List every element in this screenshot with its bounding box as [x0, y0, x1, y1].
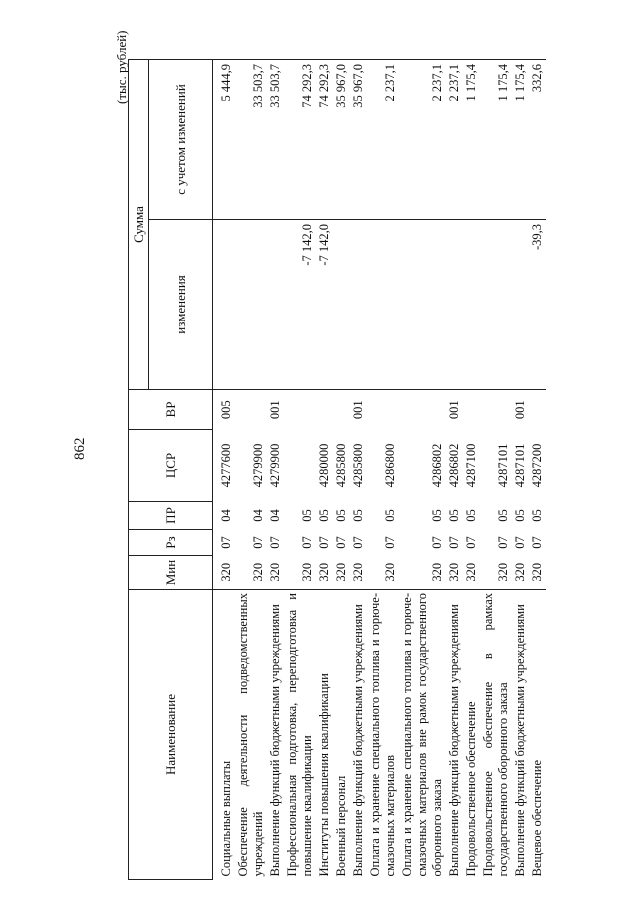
row-total: 35 967,0: [333, 60, 350, 220]
header-name: Наименование: [129, 590, 213, 880]
row-total: 74 292,3: [284, 60, 316, 220]
row-vr: [399, 390, 446, 430]
row-pr: 04: [251, 509, 265, 522]
row-csr: 4287200: [530, 443, 544, 488]
header-with-change: с учетом изменений: [149, 60, 213, 220]
row-total: 1 175,4: [463, 60, 480, 220]
row-min: 320: [219, 562, 233, 582]
row-rz: 07: [496, 536, 510, 549]
row-name: Вещевое обеспечение: [529, 590, 546, 880]
row-vr: 005: [213, 390, 236, 430]
row-min: 320: [317, 562, 331, 582]
row-vr: 001: [350, 390, 367, 430]
row-vr: 001: [512, 390, 529, 430]
row-min: 320: [383, 562, 397, 582]
row-change: [367, 220, 399, 390]
row-min: 320: [251, 562, 265, 582]
table-row: [512, 60, 529, 880]
row-name: Выполнение функций бюджетными учреждениями: [350, 590, 367, 880]
page-number: 862: [72, 437, 88, 460]
row-total: 5 444,9: [213, 60, 236, 220]
row-csr: 4277600: [219, 443, 233, 488]
row-change: [213, 220, 236, 390]
row-name: Оплата и хранение специального топлива и горюче-смазочных материалов: [367, 590, 399, 880]
row-pr: 05: [447, 509, 461, 522]
row-csr: 4286802: [430, 443, 444, 488]
header-rz: Рз: [129, 530, 213, 556]
row-csr: 4285800: [334, 443, 348, 488]
row-pr: 05: [496, 509, 510, 522]
row-total: 1 175,4: [512, 60, 529, 220]
table-row: [480, 60, 512, 880]
row-vr: [480, 390, 512, 430]
row-rz: 07: [351, 536, 365, 549]
row-change: [399, 220, 446, 390]
table-row: [333, 60, 350, 880]
row-pr: 05: [317, 509, 331, 522]
row-vr: [529, 390, 546, 430]
row-name: Выполнение функций бюджетными учреждениями: [446, 590, 463, 880]
row-rz: 07: [268, 536, 282, 549]
row-total: 33 503,7: [235, 60, 267, 220]
row-csr: [284, 430, 316, 502]
row-min: 320: [530, 562, 544, 582]
row-total: 332,6: [529, 60, 546, 220]
row-rz: 07: [334, 536, 348, 549]
header-vr: ВР: [129, 390, 213, 430]
row-rz: 07: [464, 536, 478, 549]
table-row: [350, 60, 367, 880]
row-change: [267, 220, 284, 390]
row-pr: 05: [530, 509, 544, 522]
row-change: [333, 220, 350, 390]
row-csr: 4286800: [383, 443, 397, 488]
row-csr: 4285800: [351, 443, 365, 488]
header-min: Мин: [129, 556, 213, 590]
row-min: 320: [430, 562, 444, 582]
row-change: [350, 220, 367, 390]
row-change: [463, 220, 480, 390]
row-vr: [367, 390, 399, 430]
row-total: 2 237,1: [446, 60, 463, 220]
row-name: Выполнение функций бюджетными учреждениями: [267, 590, 284, 880]
table-row: [267, 60, 284, 880]
row-pr: 05: [300, 509, 314, 522]
row-total: 2 237,1: [399, 60, 446, 220]
row-min: 320: [496, 562, 510, 582]
row-csr: 4279900: [268, 443, 282, 488]
budget-table: [128, 59, 546, 880]
row-total: 33 503,7: [267, 60, 284, 220]
row-pr: 05: [464, 509, 478, 522]
row-rz: 07: [317, 536, 331, 549]
table-row: [446, 60, 463, 880]
table-row: [316, 60, 333, 880]
row-name: Продовольственное обеспечение: [463, 590, 480, 880]
row-vr: 001: [446, 390, 463, 430]
table-row: [213, 60, 236, 880]
row-csr: 4287101: [496, 443, 510, 488]
row-pr: 05: [351, 509, 365, 522]
row-rz: 07: [300, 536, 314, 549]
row-pr: 05: [334, 509, 348, 522]
row-name: Оплата и хранение специального топлива и горюче-смазочных материалов вне рамок государственного оборонного заказа: [399, 590, 446, 880]
row-csr: 4287101: [513, 443, 527, 488]
row-min: 320: [513, 562, 527, 582]
header-change: изменения: [149, 220, 213, 390]
row-name: Институты повышения квалификации: [316, 590, 333, 880]
row-pr: 05: [513, 509, 527, 522]
row-csr: 4287100: [464, 443, 478, 488]
table-row: [367, 60, 399, 880]
row-change: [480, 220, 512, 390]
table-row: [235, 60, 267, 880]
row-total: 74 292,3: [316, 60, 333, 220]
row-change: [512, 220, 529, 390]
row-csr: 4279900: [251, 443, 265, 488]
row-rz: 07: [219, 536, 233, 549]
row-vr: [463, 390, 480, 430]
row-name: Выполнение функций бюджетными учреждениями: [512, 590, 529, 880]
row-change: [235, 220, 267, 390]
row-vr: 001: [267, 390, 284, 430]
row-pr: 05: [383, 509, 397, 522]
row-pr: 05: [430, 509, 444, 522]
row-name: Социальные выплаты: [213, 590, 236, 880]
row-pr: 04: [268, 509, 282, 522]
table-row: [463, 60, 480, 880]
row-rz: 07: [430, 536, 444, 549]
row-rz: 07: [383, 536, 397, 549]
row-vr: [333, 390, 350, 430]
budget-table-wrap: [128, 60, 546, 880]
row-change: [446, 220, 463, 390]
row-vr: [235, 390, 267, 430]
table-body: [213, 60, 547, 880]
header-sum: Сумма: [129, 60, 149, 390]
header-pr: ПР: [129, 502, 213, 530]
row-min: 320: [300, 562, 314, 582]
row-change: -39,3: [529, 220, 546, 390]
row-min: 320: [351, 562, 365, 582]
row-total: 2 237,1: [367, 60, 399, 220]
units-label: (тыс. рублей): [114, 30, 129, 104]
table-row: [529, 60, 546, 880]
row-change: -7 142,0: [316, 220, 333, 390]
row-rz: 07: [513, 536, 527, 549]
table-row: [284, 60, 316, 880]
row-csr: 4280000: [317, 443, 331, 488]
row-vr: [284, 390, 316, 430]
row-name: Обеспечение деятельности подведомственных учреждений: [235, 590, 267, 880]
row-rz: 07: [530, 536, 544, 549]
row-change: -7 142,0: [284, 220, 316, 390]
header-csr: ЦСР: [129, 430, 213, 502]
row-total: 35 967,0: [350, 60, 367, 220]
row-rz: 07: [447, 536, 461, 549]
row-name: Продовольственное обеспечение в рамках государственного оборонного заказа: [480, 590, 512, 880]
row-csr: 4286802: [447, 443, 461, 488]
row-min: 320: [447, 562, 461, 582]
row-min: 320: [268, 562, 282, 582]
row-rz: 07: [251, 536, 265, 549]
row-min: 320: [334, 562, 348, 582]
row-pr: 04: [219, 509, 233, 522]
row-vr: [316, 390, 333, 430]
row-name: Военный персонал: [333, 590, 350, 880]
row-total: 1 175,4: [480, 60, 512, 220]
table-row: [399, 60, 446, 880]
row-min: 320: [464, 562, 478, 582]
row-name: Профессиональная подготовка, переподготовка и повышение квалификации: [284, 590, 316, 880]
